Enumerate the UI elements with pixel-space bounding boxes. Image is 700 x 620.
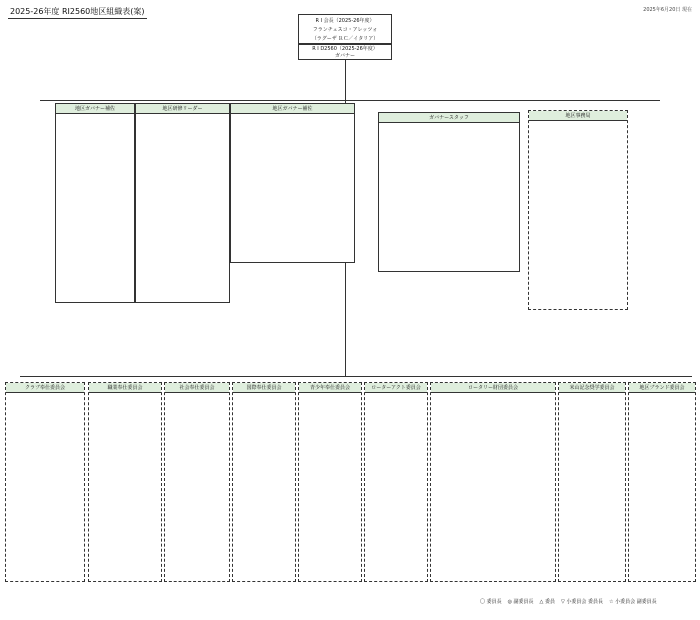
staff-header: ガバナースタッフ (379, 113, 519, 123)
rotaract-box (364, 382, 428, 582)
adviser-box (55, 103, 135, 303)
ri-president-line1: R I 会長（2025-26年度） (315, 18, 375, 24)
vocational-box (88, 382, 162, 582)
public-image-header: 地区ブランド委員会 (629, 383, 695, 393)
district-governor-line2: ガバナー (334, 53, 355, 59)
date-stamp: 2025年6月20日 現在 (643, 7, 692, 13)
ri-president-line3: （ラグーザ ＲＣ／イタリア） (311, 36, 379, 42)
rotaract-header: ローターアクト委員会 (365, 383, 427, 393)
legend-item-4: ▽ 小委員会 委員長 (560, 599, 604, 605)
foundation-header: ロータリー財団委員会 (431, 383, 555, 393)
district-governor-box (298, 44, 392, 60)
secretariat-header: 地区事務局 (529, 111, 627, 121)
legend-item-1: 〇 委員長 (480, 599, 502, 605)
international-box (232, 382, 296, 582)
ri-president-box (298, 14, 392, 44)
legend-item-3: △ 委員 (539, 599, 555, 605)
legend-item-2: ◎ 副委員長 (507, 599, 534, 605)
membership-header: 米山記念奨学委員会 (559, 383, 625, 393)
vocational-header: 職業奉仕委員会 (89, 383, 161, 393)
page-title: 2025-26年度 RI2560地区組織表(案) (8, 6, 147, 19)
legend (480, 598, 700, 610)
governor-adviser-header: 地区ガバナー補佐 (231, 104, 354, 114)
community-header: 社会奉仕委員会 (165, 383, 229, 393)
district-governor-line1: R I D2560（2025-26年度） (312, 46, 378, 52)
trainer-box (135, 103, 230, 303)
youth-header: 青少年奉仕委員会 (299, 383, 361, 393)
trainer-header: 地区研修リーダー (136, 104, 229, 114)
public-image-box (628, 382, 696, 582)
community-box (164, 382, 230, 582)
secretariat-box (528, 110, 628, 310)
staff-box (378, 112, 520, 272)
governor-adviser-box (230, 103, 355, 263)
adviser-header: 地区ガバナー補佐 (56, 104, 134, 114)
ri-president-line2: フランチェスコ・アレッツォ (312, 27, 378, 33)
membership-box (558, 382, 626, 582)
international-header: 国際奉仕委員会 (233, 383, 295, 393)
club-service-box (5, 382, 85, 582)
legend-item-5: ☆ 小委員会 副委員長 (609, 599, 657, 605)
foundation-box (430, 382, 556, 582)
youth-box (298, 382, 362, 582)
club-service-header: クラブ奉仕委員会 (6, 383, 84, 393)
